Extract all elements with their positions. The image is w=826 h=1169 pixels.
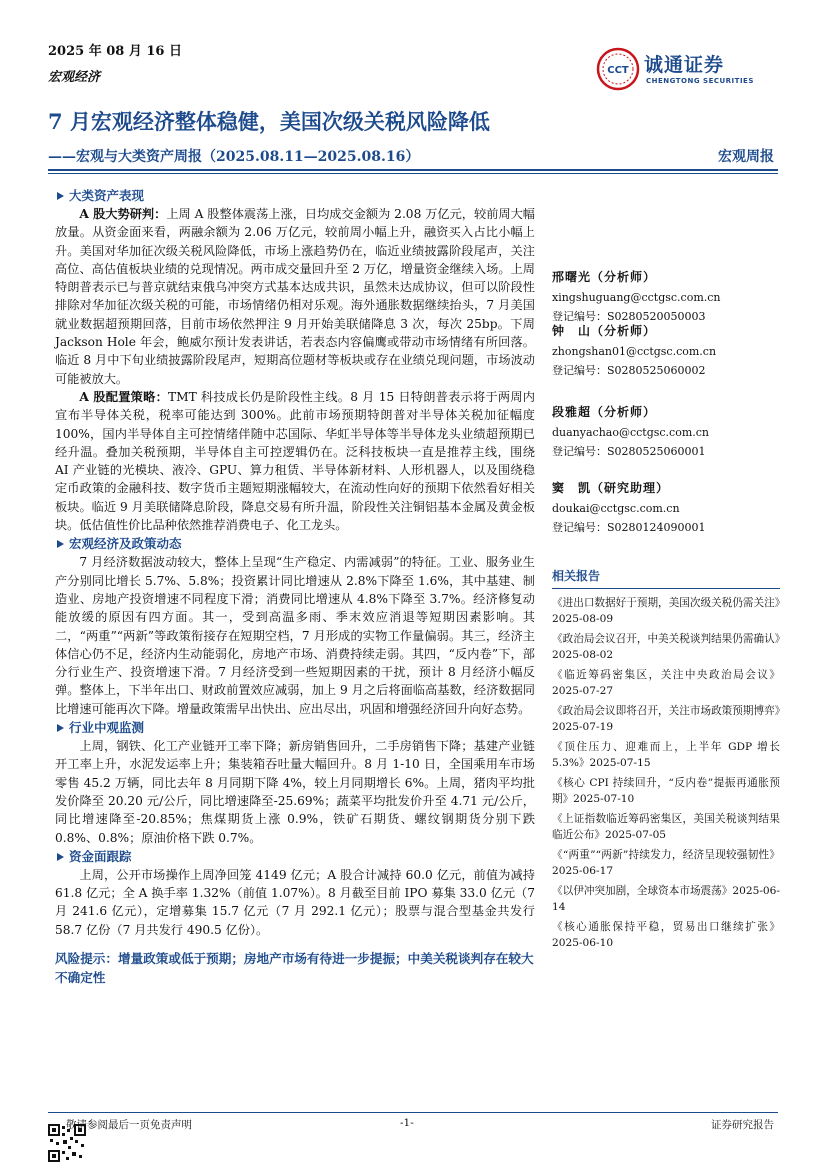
risk-warning: 风险提示：增量政策或低于预期；房地产市场有待进一步提振；中美关税谈判存在较大不确定性 (55, 950, 534, 985)
related-reports-divider (552, 588, 780, 589)
analyst-name: 段雅超（分析师） (552, 405, 657, 419)
analyst-name: 邢曙光（分析师） (552, 270, 657, 284)
page-title: 7 月宏观经济整体稳健，美国次级关税风险降低 (48, 109, 490, 134)
company-logo (594, 45, 779, 97)
footer-disclaimer: 敬请参阅最后一页免责声明 (66, 1119, 192, 1131)
page-number: -1- (400, 1117, 414, 1129)
related-report-link[interactable]: 《核心 CPI 持续回升，“反内卷”提振再通胀预期》2025-07-10 (552, 777, 780, 805)
footer-label: 证券研究报告 (711, 1119, 774, 1131)
paragraph-lead: A 股配置策略： (79, 389, 169, 404)
analyst-card (552, 479, 780, 535)
section-macro (55, 534, 535, 718)
related-report-link[interactable]: 《临近筹码密集区，关注中央政治局会议》2025-07-27 (552, 669, 780, 697)
analyst-name: 窦 凯（研究助理） (552, 481, 670, 495)
paragraph-text: 上周，公开市场操作上周净回笼 4149 亿元；A 股合计减持 60.0 亿元，前值为减持 61.8 亿元；全 A 换手率 1.32%（前值 1.07%）。8 月截至目前 IPO 募集 33.0 亿元（7 月 241.6 亿元），定增募集 15.7 亿元（7 月 292.1 亿元）；股票与混合型基金共发行 58.7 亿份（7 月共发行 490.5 亿份）。 (55, 867, 535, 937)
analyst-registration: 登记编号：S0280525060002 (552, 364, 706, 377)
paragraph-text: 7 月经济数据波动较大，整体上呈现“生产稳定、内需减弱”的特征。工业、服务业生产分别同比增长 5.7%、5.8%；投资累计同比增速从 2.8%下降至 1.6%，其中基建、制造业、房地产投资增速不同程度下滑；消费同比增速从 4.8%下降至 3.7%。经济修复动能放缓的原因有四方面。其一，受到高温多雨、季末效应消退等短期因素影响。其二，“两重”“两新”等政策衔接存在短期空档，7 月形成的实物工作量偏弱。其三，经济主体信心仍不足，经济内生动能弱化，房地产市场、消费持续走弱。其四，“反内卷”下，部分行业生产、投资增速下滑。7 月经济受到一些短期因素的干扰，预计 8 月经济小幅反弹。整体上，下半年出口、财政前置效应减弱，加上 9 月之后将面临高基数，经济数据同比增速可能再次下降。增量政策需早出快出、应出尽出，巩固和增强经济回升向好态势。 (55, 555, 535, 716)
page-subtitle: ——宏观与大类资产周报（2025.08.11—2025.08.16） (48, 149, 420, 165)
main-content (55, 186, 535, 987)
related-report-link[interactable]: 《“两重”“两新”持续发力，经济呈现较强韧性》2025-06-17 (552, 849, 780, 877)
logo-badge-icon (596, 47, 640, 91)
related-report-link[interactable]: 《以伊冲突加剧，全球资本市场震荡》2025-06-14 (552, 885, 780, 913)
analyst-email[interactable]: zhongshan01@cctgsc.com.cn (552, 345, 717, 358)
analyst-registration: 登记编号：S0280520050003 (552, 310, 706, 323)
logo-text-en: CHENGTONG SECURITIES (646, 77, 754, 85)
footer-divider (48, 1112, 778, 1113)
related-report-link[interactable]: 《顶住压力、迎难而上，上半年 GDP 增长 5.3%》2025-07-15 (552, 741, 780, 769)
analyst-registration: 登记编号：S0280525060001 (552, 445, 706, 458)
paragraph (55, 737, 535, 847)
paragraph (55, 866, 535, 939)
related-reports-list (552, 595, 780, 951)
paragraph-text: TMT 科技成长仍是阶段性主线。8 月 15 日特朗普表示将于两周内宣布半导体关税，税率可能达到 300%。此前市场预期特朗普对半导体关税加征幅度 100%，国内半导体自主可控情绪伴随中芯国际、华虹半导体等半导体龙头业绩超预期已经升温。叠加关税预期，半导体自主可控逻辑仍在。泛科技板块一直是推荐主线，围绕 AI 产业链的光模块、液冷、GPU、算力租赁、半导体新材料、人形机器人，以及围绕稳定币政策的金融科技、数字货币主题短期涨幅较大，在流动性向好的预期下依然看好相关板块。临近 9 月美联储降息阶段，降息交易有所升温，阶段性关注铜铝基本金属及黄金板块。低估值性价比品种依然推荐消费电子、化工龙头。 (55, 389, 535, 533)
report-type: 宏观周报 (718, 149, 774, 165)
related-reports (552, 567, 780, 955)
report-date: 2025 年 08 月 16 日 (48, 44, 182, 59)
paragraph-lead: A 股大势研判： (79, 207, 167, 221)
report-category: 宏观经济 (48, 70, 101, 85)
analyst-card (552, 322, 780, 378)
related-report-link[interactable]: 《政治局会议即将召开，关注市场政策预期博弈》2025-07-19 (552, 705, 780, 733)
section-industry (55, 718, 535, 847)
svg-text:CCT: CCT (607, 65, 629, 76)
paragraph (55, 553, 535, 718)
related-report-link[interactable]: 《政治局会议召开，中美关税谈判结果仍需确认》2025-08-02 (552, 633, 780, 661)
logo-text-cn: 诚通证券 (644, 54, 725, 76)
related-reports-heading: 相关报告 (552, 569, 601, 583)
analyst-email[interactable]: duanyachao@cctgsc.com.cn (552, 426, 710, 439)
title-divider (48, 169, 778, 171)
paragraph-text: 上周，钢铁、化工产业链开工率下降；新房销售回升，二手房销售下降；基建产业链开工率上升，水泥发运率上升；集装箱吞吐量大幅回升。8 月 1-10 日，全国乘用车市场零售 45.2 万辆，同比去年 8 月同期下降 4%，较上月同期增长 6%。上周，猪肉平均批发价降至 20.20 元/公斤，同比增速降至-25.69%；蔬菜平均批发价升至 4.71 元/公斤，同比增速降至-20.85%；焦煤期货上涨 0.9%，铁矿石期货、螺纹钢期货分别下跌 0.8%、0.8%；原油价格下跌 0.7%。 (55, 739, 535, 845)
related-report-link[interactable]: 《进出口数据好于预期，美国次级关税仍需关注》2025-08-09 (552, 597, 780, 625)
analyst-card (552, 403, 780, 459)
analyst-card (552, 268, 780, 324)
analyst-name: 钟 山（分析师） (552, 324, 657, 338)
analyst-registration: 登记编号：S0280124090001 (552, 521, 706, 534)
related-report-link[interactable]: 《核心通胀保持平稳，贸易出口继续扩张》2025-06-10 (552, 921, 780, 949)
analyst-email[interactable]: xingshuguang@cctgsc.com.cn (552, 291, 721, 304)
paragraph (55, 388, 535, 534)
paragraph-text: 上周 A 股整体震荡上涨，日均成交金额为 2.08 万亿元，较前周大幅放量。从资金面来看，两融余额为 2.06 万亿元，较前周小幅上升，融资买入占比小幅上升。美国对华加征次级关税风险降低，市场上涨趋势仍在，临近业绩披露阶段尾声，关注高位、高估值板块业绩的兑现情况。两市成交量回升至 2 万亿，增量资金继续入场。上周特朗普表示已与普京就结束俄乌冲突方式基本达成共识，虽然未达成协议，但可以阶段性排除对华加征次级关税的可能，市场情绪仍相对乐观。海外通胀数据继续抬头，7 月美国就业数据超预期回落，目前市场依然押注 9 月开始美联储降息 3 次，每次 25bp。下周 Jackson Hole 年会，鲍威尔预计发表讲话，若表态内容偏鹰或带动市场情绪有所回落。临近 8 月中下旬业绩披露阶段尾声，短期高位题材等板块或存在业绩兑现问题，市场波动可能被放大。 (55, 207, 535, 386)
section-assets (55, 186, 535, 534)
related-report-link[interactable]: 《上证指数临近筹码密集区，美国关税谈判结果临近公布》2025-07-05 (552, 813, 780, 841)
section-funds (55, 847, 535, 939)
section-heading: 资金面跟踪 (55, 847, 535, 866)
title-divider-thin (48, 173, 778, 174)
section-heading: 宏观经济及政策动态 (55, 534, 535, 553)
section-heading: 大类资产表现 (55, 186, 535, 205)
section-heading: 行业中观监测 (55, 718, 535, 737)
analyst-email[interactable]: doukai@cctgsc.com.cn (552, 502, 680, 515)
paragraph (55, 205, 535, 388)
